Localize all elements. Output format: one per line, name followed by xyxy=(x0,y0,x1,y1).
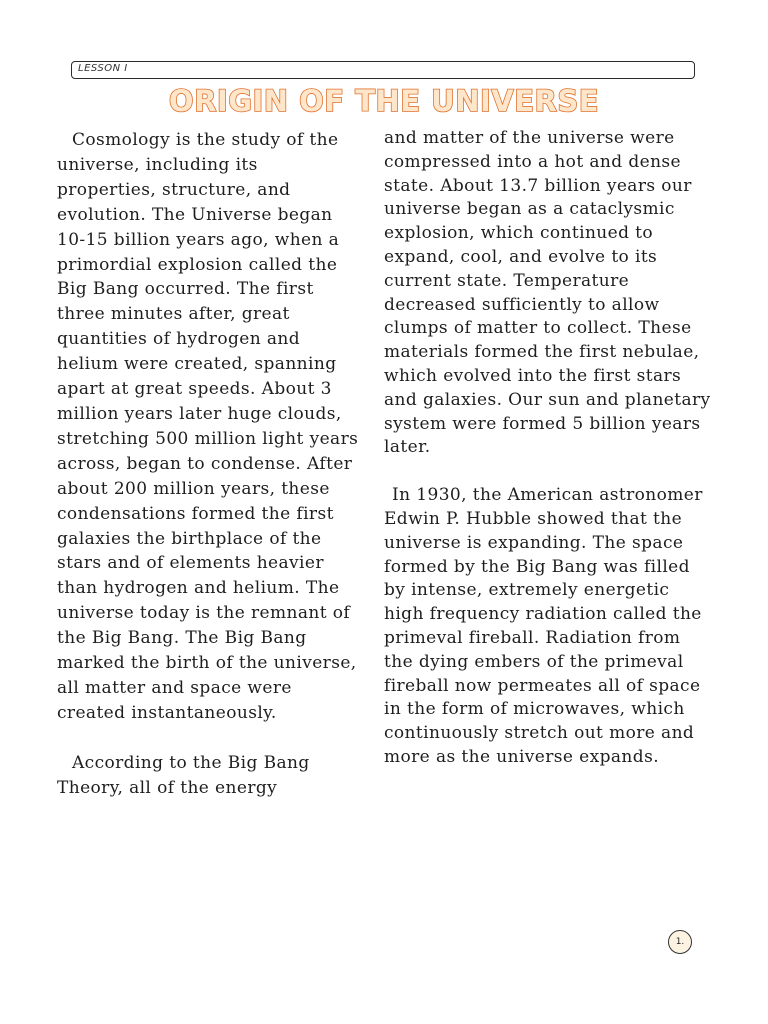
page-title: ORIGIN OF THE UNIVERSE xyxy=(168,84,600,118)
cosmology-paragraph: Cosmology is the study of the universe, including its properties, structure, and evolution. The Universe began 10-15 billion years ago, when a primordial explosion called the Big Bang occurred. The first three minutes after, great quantities of hydrogen and helium were created, spanning apart at great speeds. About 3 million years later huge clouds, stretching 500 million light years across, began to condense. After about 200 million years, these condensations formed the first galaxies the birthplace of the stars and of elements heavier than hydrogen and helium. The universe today is the remnant of the Big Bang. The Big Bang marked the birth of the universe, all matter and space were created instantaneously. xyxy=(57,130,359,723)
page-number-badge: 1. xyxy=(668,930,692,954)
lesson-header-bar xyxy=(71,61,695,79)
left-column xyxy=(57,128,361,800)
hubble-paragraph: In 1930, the American astronomer Edwin P. Hubble showed that the universe is expanding. The space formed by the Big Bang was filled by intense, extremely energetic high frequency radiation called the primeval fireball. Radiation from the dying embers of the primeval fireball now permeates all of space in the form of microwaves, which continuously stretch out more and more as the universe expands. xyxy=(384,485,703,767)
big-bang-theory-paragraph: According to the Big Bang Theory, all of the energy xyxy=(57,752,310,798)
right-column xyxy=(384,127,714,770)
continuation-paragraph: and matter of the universe were compressed into a hot and dense state. About 13.7 billion years our universe began as a cataclysmic explosion, which continued to expand, cool, and evolve to its current state. Temperature decreased sufficiently to allow clumps of matter to collect. These materials formed the first nebulae, which evolved into the first stars and galaxies. Our sun and planetary system were formed 5 billion years later. xyxy=(384,128,711,458)
lesson-label: LESSON I xyxy=(78,63,128,74)
